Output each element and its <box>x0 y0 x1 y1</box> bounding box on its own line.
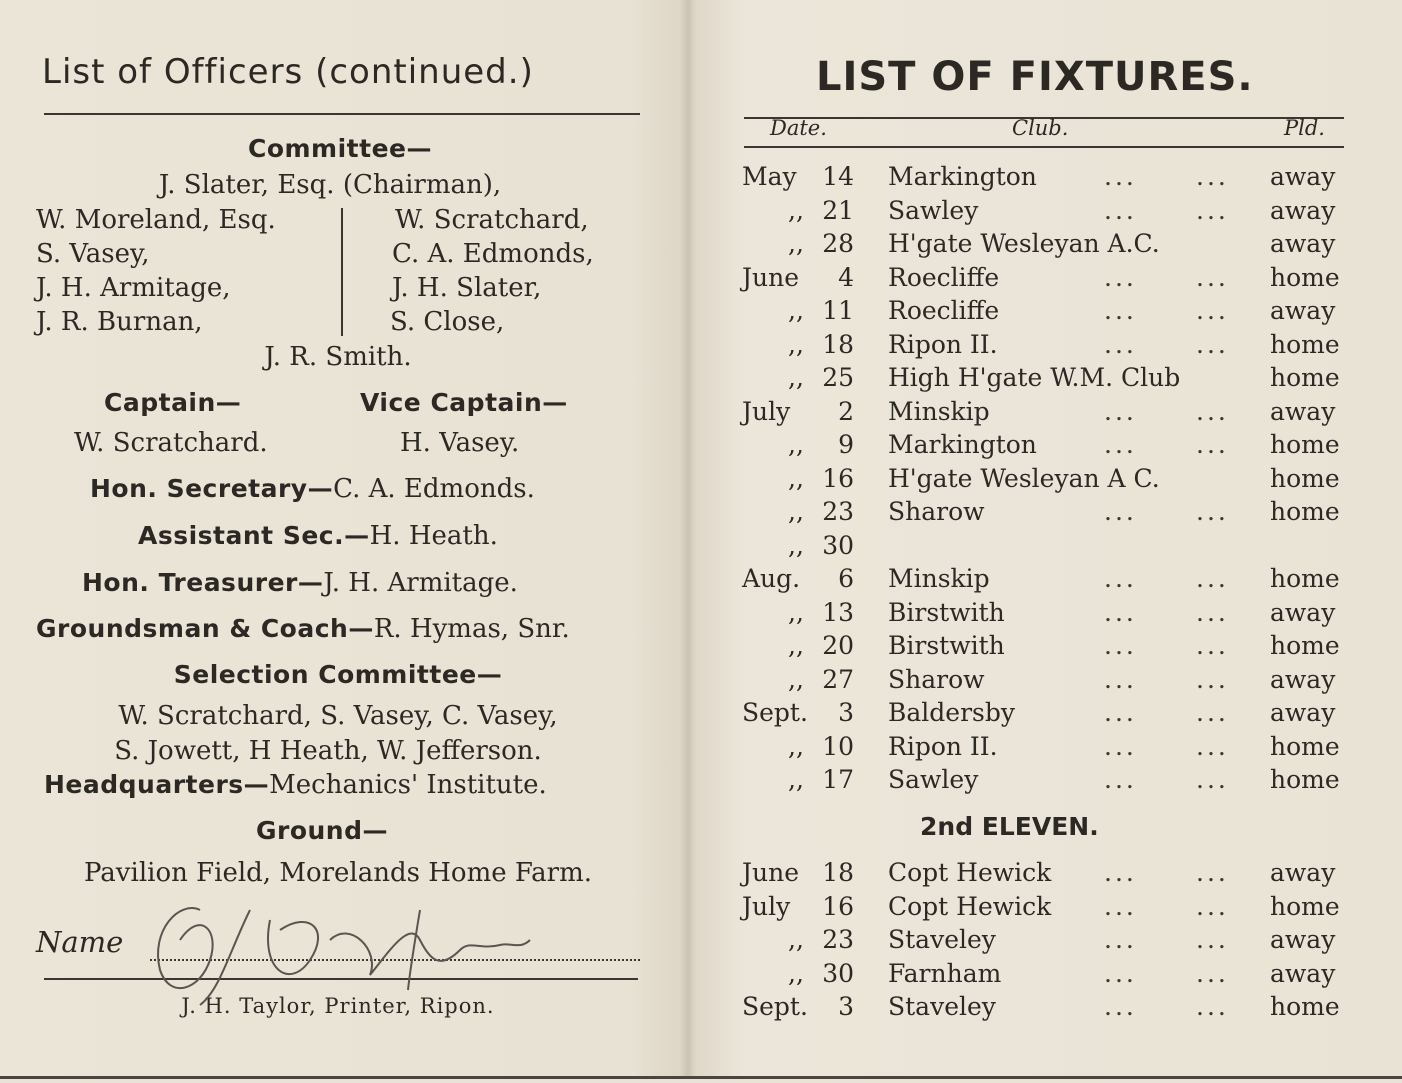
fixture-played: away <box>1270 296 1336 325</box>
fixture-dots: ... <box>1104 925 1137 954</box>
fixture-club: Staveley <box>888 925 996 954</box>
col-date-header: Date. <box>770 116 827 140</box>
fixture-dots: ... <box>1104 597 1137 627</box>
selection-heading: Selection Committee— <box>173 660 503 689</box>
committee-member: S. Vasey, <box>36 239 150 269</box>
committee-heading: Committee— <box>247 134 432 163</box>
fixture-day: 25 <box>822 363 854 392</box>
fixture-month: ,, <box>788 497 804 526</box>
groundsman-label: Groundsman & Coach— <box>36 614 374 643</box>
fixture-club: Birstwith <box>888 631 1005 660</box>
fixture-dots: ... <box>1196 698 1229 727</box>
vice-captain-label: Vice Captain— <box>360 388 568 417</box>
fixture-club: Birstwith <box>888 597 1005 627</box>
fixture-dots: ... <box>1196 925 1229 954</box>
committee-member: J. H. Armitage, <box>36 273 231 303</box>
fixtures-heading: LIST OF FIXTURES. <box>816 54 1254 100</box>
fixture-dots: ... <box>1196 329 1229 359</box>
fixture-club: Sharow <box>888 497 985 526</box>
fixture-day: 2 <box>838 396 854 426</box>
card-fold <box>680 0 696 1076</box>
fixture-month: ,, <box>788 195 804 225</box>
fixture-played: home <box>1270 891 1340 921</box>
fixture-day: 3 <box>838 698 854 727</box>
fixture-day: 16 <box>822 891 854 921</box>
selection-line: W. Scratchard, S. Vasey, C. Vasey, <box>118 701 558 731</box>
groundsman-name: R. Hymas, Snr. <box>373 614 570 644</box>
fixture-played: home <box>1270 731 1340 761</box>
ground-name: Pavilion Field, Morelands Home Farm. <box>83 858 592 888</box>
hon-treasurer-name: J. H. Armitage. <box>323 568 518 598</box>
headquarters-name: Mechanics' Institute. <box>269 770 547 800</box>
fixture-dots: ... <box>1104 262 1137 292</box>
fixture-month: ,, <box>788 229 804 258</box>
fixture-played: home <box>1270 992 1340 1021</box>
officers-heading: List of Officers (continued.) <box>42 52 534 92</box>
hon-treasurer-label: Hon. Treasurer— <box>82 568 324 597</box>
fixture-dots: ... <box>1104 992 1137 1021</box>
headquarters-line <box>44 770 547 800</box>
fixture-month: July <box>742 891 791 921</box>
fixture-dots: ... <box>1196 162 1229 191</box>
fixture-month: ,, <box>788 925 804 954</box>
fixture-month: ,, <box>788 329 804 359</box>
fixture-day: 14 <box>822 162 854 191</box>
fixtures-page <box>696 0 1402 1076</box>
fixture-month: Sept. <box>742 698 808 727</box>
headquarters-label: Headquarters— <box>44 770 270 799</box>
fixture-dots: ... <box>1196 195 1229 225</box>
fixture-dots: ... <box>1196 564 1229 593</box>
fixture-club: Sawley <box>888 765 979 794</box>
fixture-club: Sawley <box>888 195 979 225</box>
fixture-played: away <box>1270 597 1336 627</box>
assistant-sec-name: H. Heath. <box>369 521 498 551</box>
fixture-dots: ... <box>1196 891 1229 921</box>
heading-rule <box>44 113 640 115</box>
fixture-played: home <box>1270 497 1340 526</box>
fixture-day: 30 <box>822 530 854 560</box>
selection-line: S. Jowett, H Heath, W. Jefferson. <box>114 736 542 766</box>
fixture-dots: ... <box>1196 958 1229 988</box>
fixture-dots: ... <box>1104 497 1137 526</box>
second-eleven-heading: 2nd ELEVEN. <box>920 812 1099 841</box>
fixture-dots: ... <box>1104 631 1137 660</box>
fixture-day: 6 <box>838 564 854 593</box>
fixture-month: June <box>742 262 800 292</box>
fixture-club: Markington <box>888 162 1037 191</box>
fixture-day: 18 <box>822 858 854 887</box>
fixture-month: ,, <box>788 765 804 794</box>
fixture-played: home <box>1270 262 1340 292</box>
fixture-dots: ... <box>1104 958 1137 988</box>
fixtures-header-rule <box>744 146 1344 148</box>
fixture-dots: ... <box>1104 731 1137 761</box>
fixture-club: Ripon II. <box>888 731 998 761</box>
fixture-dots: ... <box>1196 296 1229 325</box>
fixture-day: 4 <box>838 262 854 292</box>
fixture-dots: ... <box>1196 992 1229 1021</box>
fixture-played: away <box>1270 229 1336 258</box>
fixture-day: 3 <box>838 992 854 1021</box>
signature-mark <box>140 880 560 1010</box>
fixture-club: Roecliffe <box>888 296 1000 325</box>
fixture-dots: ... <box>1104 162 1137 191</box>
fixture-day: 30 <box>822 958 854 988</box>
assistant-sec-line <box>138 521 498 551</box>
committee-member: J. R. Smith. <box>264 342 412 372</box>
fixture-month: ,, <box>788 597 804 627</box>
fixture-played: home <box>1270 329 1340 359</box>
hon-secretary-line <box>90 474 535 504</box>
fixture-day: 9 <box>838 430 854 459</box>
fixture-day: 10 <box>822 731 854 761</box>
col-pld-header: Pld. <box>1284 116 1325 140</box>
fixture-played: home <box>1270 631 1340 660</box>
committee-member: W. Scratchard, <box>395 205 589 235</box>
fixture-dots: ... <box>1104 430 1137 459</box>
fixture-dots: ... <box>1104 664 1137 694</box>
fixture-month: Aug. <box>742 564 801 593</box>
fixture-dots: ... <box>1196 765 1229 794</box>
fixture-club: Minskip <box>888 564 990 593</box>
fixture-day: 28 <box>822 229 854 258</box>
fixture-played: home <box>1270 765 1340 794</box>
hon-treasurer-line <box>82 568 518 598</box>
fixture-played: away <box>1270 925 1336 954</box>
fixture-month: ,, <box>788 296 804 325</box>
fixture-club: Staveley <box>888 992 996 1021</box>
fixture-month: May <box>742 162 797 191</box>
fixture-day: 13 <box>822 597 854 627</box>
fixture-dots: ... <box>1104 296 1137 325</box>
hon-secretary-name: C. A. Edmonds. <box>333 474 535 504</box>
fixture-played: home <box>1270 463 1340 493</box>
ground-heading: Ground— <box>255 816 388 845</box>
fixture-club: Baldersby <box>888 698 1015 727</box>
fixture-month: ,, <box>788 664 804 694</box>
fixture-played: away <box>1270 664 1336 694</box>
fixture-dots: ... <box>1196 731 1229 761</box>
fixture-day: 23 <box>822 925 854 954</box>
fixture-club: Copt Hewick <box>888 891 1052 921</box>
fixture-club: Roecliffe <box>888 262 1000 292</box>
fixture-dots: ... <box>1104 765 1137 794</box>
officers-page <box>0 0 680 1076</box>
fixture-played: home <box>1270 564 1340 593</box>
committee-member: W. Moreland, Esq. <box>36 205 276 235</box>
fixture-club: H'gate Wesleyan A.C. <box>888 229 1160 258</box>
fixture-day: 11 <box>822 296 854 325</box>
fixture-dots: ... <box>1196 430 1229 459</box>
fixture-played: home <box>1270 430 1340 459</box>
fixture-day: 20 <box>822 631 854 660</box>
fixture-month: ,, <box>788 530 804 560</box>
fixture-club: Minskip <box>888 396 990 426</box>
fixture-played: away <box>1270 162 1336 191</box>
fixture-club: Ripon II. <box>888 329 998 359</box>
fixture-dots: ... <box>1104 329 1137 359</box>
fixture-dots: ... <box>1104 698 1137 727</box>
fixture-day: 16 <box>822 463 854 493</box>
fixture-month: ,, <box>788 731 804 761</box>
fixture-month: ,, <box>788 430 804 459</box>
fixture-month: ,, <box>788 463 804 493</box>
fixture-month: June <box>742 858 800 887</box>
groundsman-line <box>36 614 570 644</box>
fixture-month: ,, <box>788 631 804 660</box>
committee-member: J. H. Slater, <box>392 273 542 303</box>
fixture-played: away <box>1270 858 1336 887</box>
hon-secretary-label: Hon. Secretary— <box>90 474 334 503</box>
fixture-club: High H'gate W.M. Club <box>888 363 1181 392</box>
fixture-played: away <box>1270 958 1336 988</box>
fixture-dots: ... <box>1104 891 1137 921</box>
vice-captain-name: H. Vasey. <box>400 428 520 458</box>
fixture-club: Farnham <box>888 958 1002 988</box>
fixture-played: away <box>1270 698 1336 727</box>
fixture-day: 21 <box>822 195 854 225</box>
fixture-dots: ... <box>1104 195 1137 225</box>
fixture-dots: ... <box>1104 564 1137 593</box>
col-club-header: Club. <box>1012 116 1069 140</box>
fixture-dots: ... <box>1196 631 1229 660</box>
fixture-dots: ... <box>1104 396 1137 426</box>
committee-member: S. Close, <box>390 307 505 337</box>
committee-member: C. A. Edmonds, <box>392 239 594 269</box>
committee-divider <box>341 208 343 336</box>
fixture-club: Copt Hewick <box>888 858 1052 887</box>
fixture-club: H'gate Wesleyan A C. <box>888 463 1160 493</box>
captain-name: W. Scratchard. <box>74 428 268 458</box>
captain-label: Captain— <box>104 388 242 417</box>
fixture-played: home <box>1270 363 1340 392</box>
fixture-day: 27 <box>822 664 854 694</box>
printer-credit: J. H. Taylor, Printer, Ripon. <box>181 994 495 1018</box>
fixture-dots: ... <box>1104 858 1137 887</box>
fixture-dots: ... <box>1196 497 1229 526</box>
fixture-month: Sept. <box>742 992 808 1021</box>
fixture-club: Markington <box>888 430 1037 459</box>
fixture-played: away <box>1270 195 1336 225</box>
fixture-month: July <box>742 396 791 426</box>
assistant-sec-label: Assistant Sec.— <box>138 521 370 550</box>
fixture-played: away <box>1270 396 1336 426</box>
committee-member: J. R. Burnan, <box>36 307 203 337</box>
fixture-day: 23 <box>822 497 854 526</box>
fixture-dots: ... <box>1196 396 1229 426</box>
name-label: Name <box>36 925 124 959</box>
fixture-day: 17 <box>822 765 854 794</box>
fixture-club: Sharow <box>888 664 985 694</box>
fixture-dots: ... <box>1196 664 1229 694</box>
fixture-dots: ... <box>1196 597 1229 627</box>
fixture-month: ,, <box>788 958 804 988</box>
fixture-dots: ... <box>1196 858 1229 887</box>
fixture-day: 18 <box>822 329 854 359</box>
fixture-dots: ... <box>1196 262 1229 292</box>
committee-chairman: J. Slater, Esq. (Chairman), <box>158 170 502 200</box>
fixture-month: ,, <box>788 363 804 392</box>
